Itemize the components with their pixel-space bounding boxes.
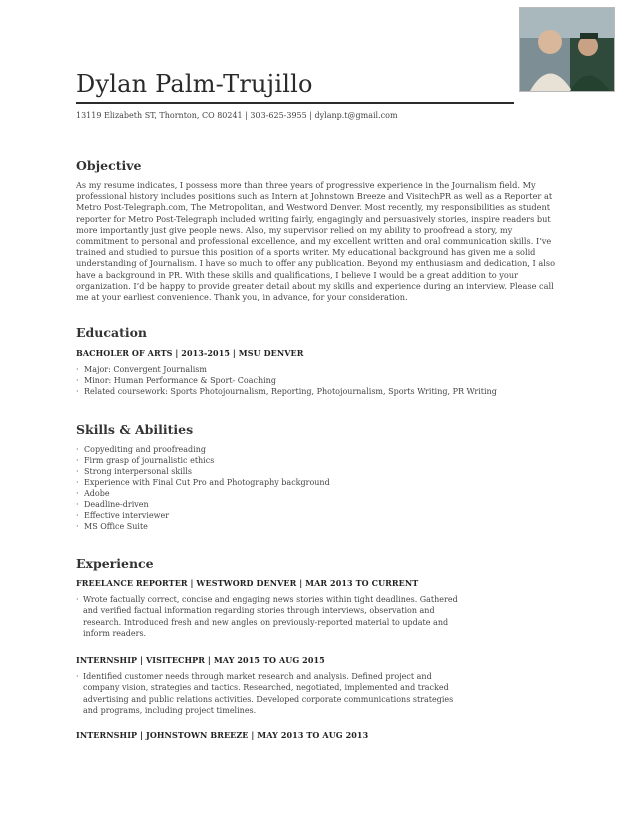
job-title: INTERNSHIP | VISITECHPR | MAY 2015 TO AUG 2015 xyxy=(76,655,325,665)
education-heading: Education xyxy=(76,325,148,340)
list-item: · Copyediting and proofreading xyxy=(76,445,206,454)
list-item: · Related coursework: Sports Photojournalism, Reporting, Photojournalism, Sports Writing, PR Writing xyxy=(76,387,497,396)
list-item: · Firm grasp of journalistic ethics xyxy=(76,456,215,465)
job-title: FREELANCE REPORTER | WESTWORD DENVER | MAR 2013 TO CURRENT xyxy=(76,578,419,588)
list-item: · Major: Convergent Journalism xyxy=(76,365,207,374)
list-item: · MS Office Suite xyxy=(76,522,148,531)
skills-list xyxy=(76,444,330,532)
job-description: · Identified customer needs through market research and analysis. Defined project and company vision, strategies and tactics. Researched, negotiated, implemented and tracked advertising and public relations activities. Developed corporate communications strategies and programs, including project timelines. xyxy=(76,672,454,716)
list-item: · Experience with Final Cut Pro and Photography background xyxy=(76,478,330,487)
list-item: · Deadline-driven xyxy=(76,500,149,509)
experience-heading: Experience xyxy=(76,556,154,571)
list-item: · Strong interpersonal skills xyxy=(76,467,192,476)
header-divider xyxy=(76,102,514,104)
education-list xyxy=(76,364,497,397)
candidate-name: Dylan Palm-Trujillo xyxy=(76,70,313,98)
job-title: INTERNSHIP | JOHNSTOWN BREEZE | MAY 2013 TO AUG 2013 xyxy=(76,730,369,740)
list-item: · Adobe xyxy=(76,489,110,498)
skills-heading: Skills & Abilities xyxy=(76,422,194,437)
objective-heading: Objective xyxy=(76,158,142,173)
job-description: · Wrote factually correct, concise and engaging news stories within tight deadlines. Gathered and verified factual information regarding stories through interviews, observation and research. Introduced fresh and new angles on previously-reported material to update and inform readers. xyxy=(76,595,458,639)
list-item: · Effective interviewer xyxy=(76,511,170,520)
contact-info: 13119 Elizabeth ST, Thornton, CO 80241 | 303-625-3955 | dylanp.t@gmail.com xyxy=(76,111,398,120)
objective-text: As my resume indicates, I possess more than three years of progressive experience in the Journalism field. My professional history includes positions such as Intern at Johnstown Breeze and VisitechPR as well as a Reporter at Metro Post-Telegraph.com, The Metropolitan, and Westword Denver. Most recently, my responsibilities as student reporter for Metro Post-Telegraph included writing fairly, engagingly and persuasively stories, inspire readers but more importantly just give people news. Also, my supervisor relied on my ability to proofread a story, my commitment to personal and professional excellence, and my excellent written and oral communication skills. I’ve trained and studied to pursue this position of a sports writer. My educational background has given me a solid understanding of Journalism. I have so much to offer any publication. Beyond my enthusiasm and dedication, I also have a background in PR. With these skills and qualifications, I believe I would be a great addition to your organization. I’d be happy to provide greater detail about my skills and experience during an interview. Please call me at your earliest convenience. Thank you, in advance, for your consideration. xyxy=(76,180,556,303)
education-degree: BACHOLER OF ARTS | 2013-2015 | MSU DENVER xyxy=(76,348,304,358)
profile-photo xyxy=(519,7,615,92)
list-item: · Minor: Human Performance & Sport- Coaching xyxy=(76,376,276,385)
